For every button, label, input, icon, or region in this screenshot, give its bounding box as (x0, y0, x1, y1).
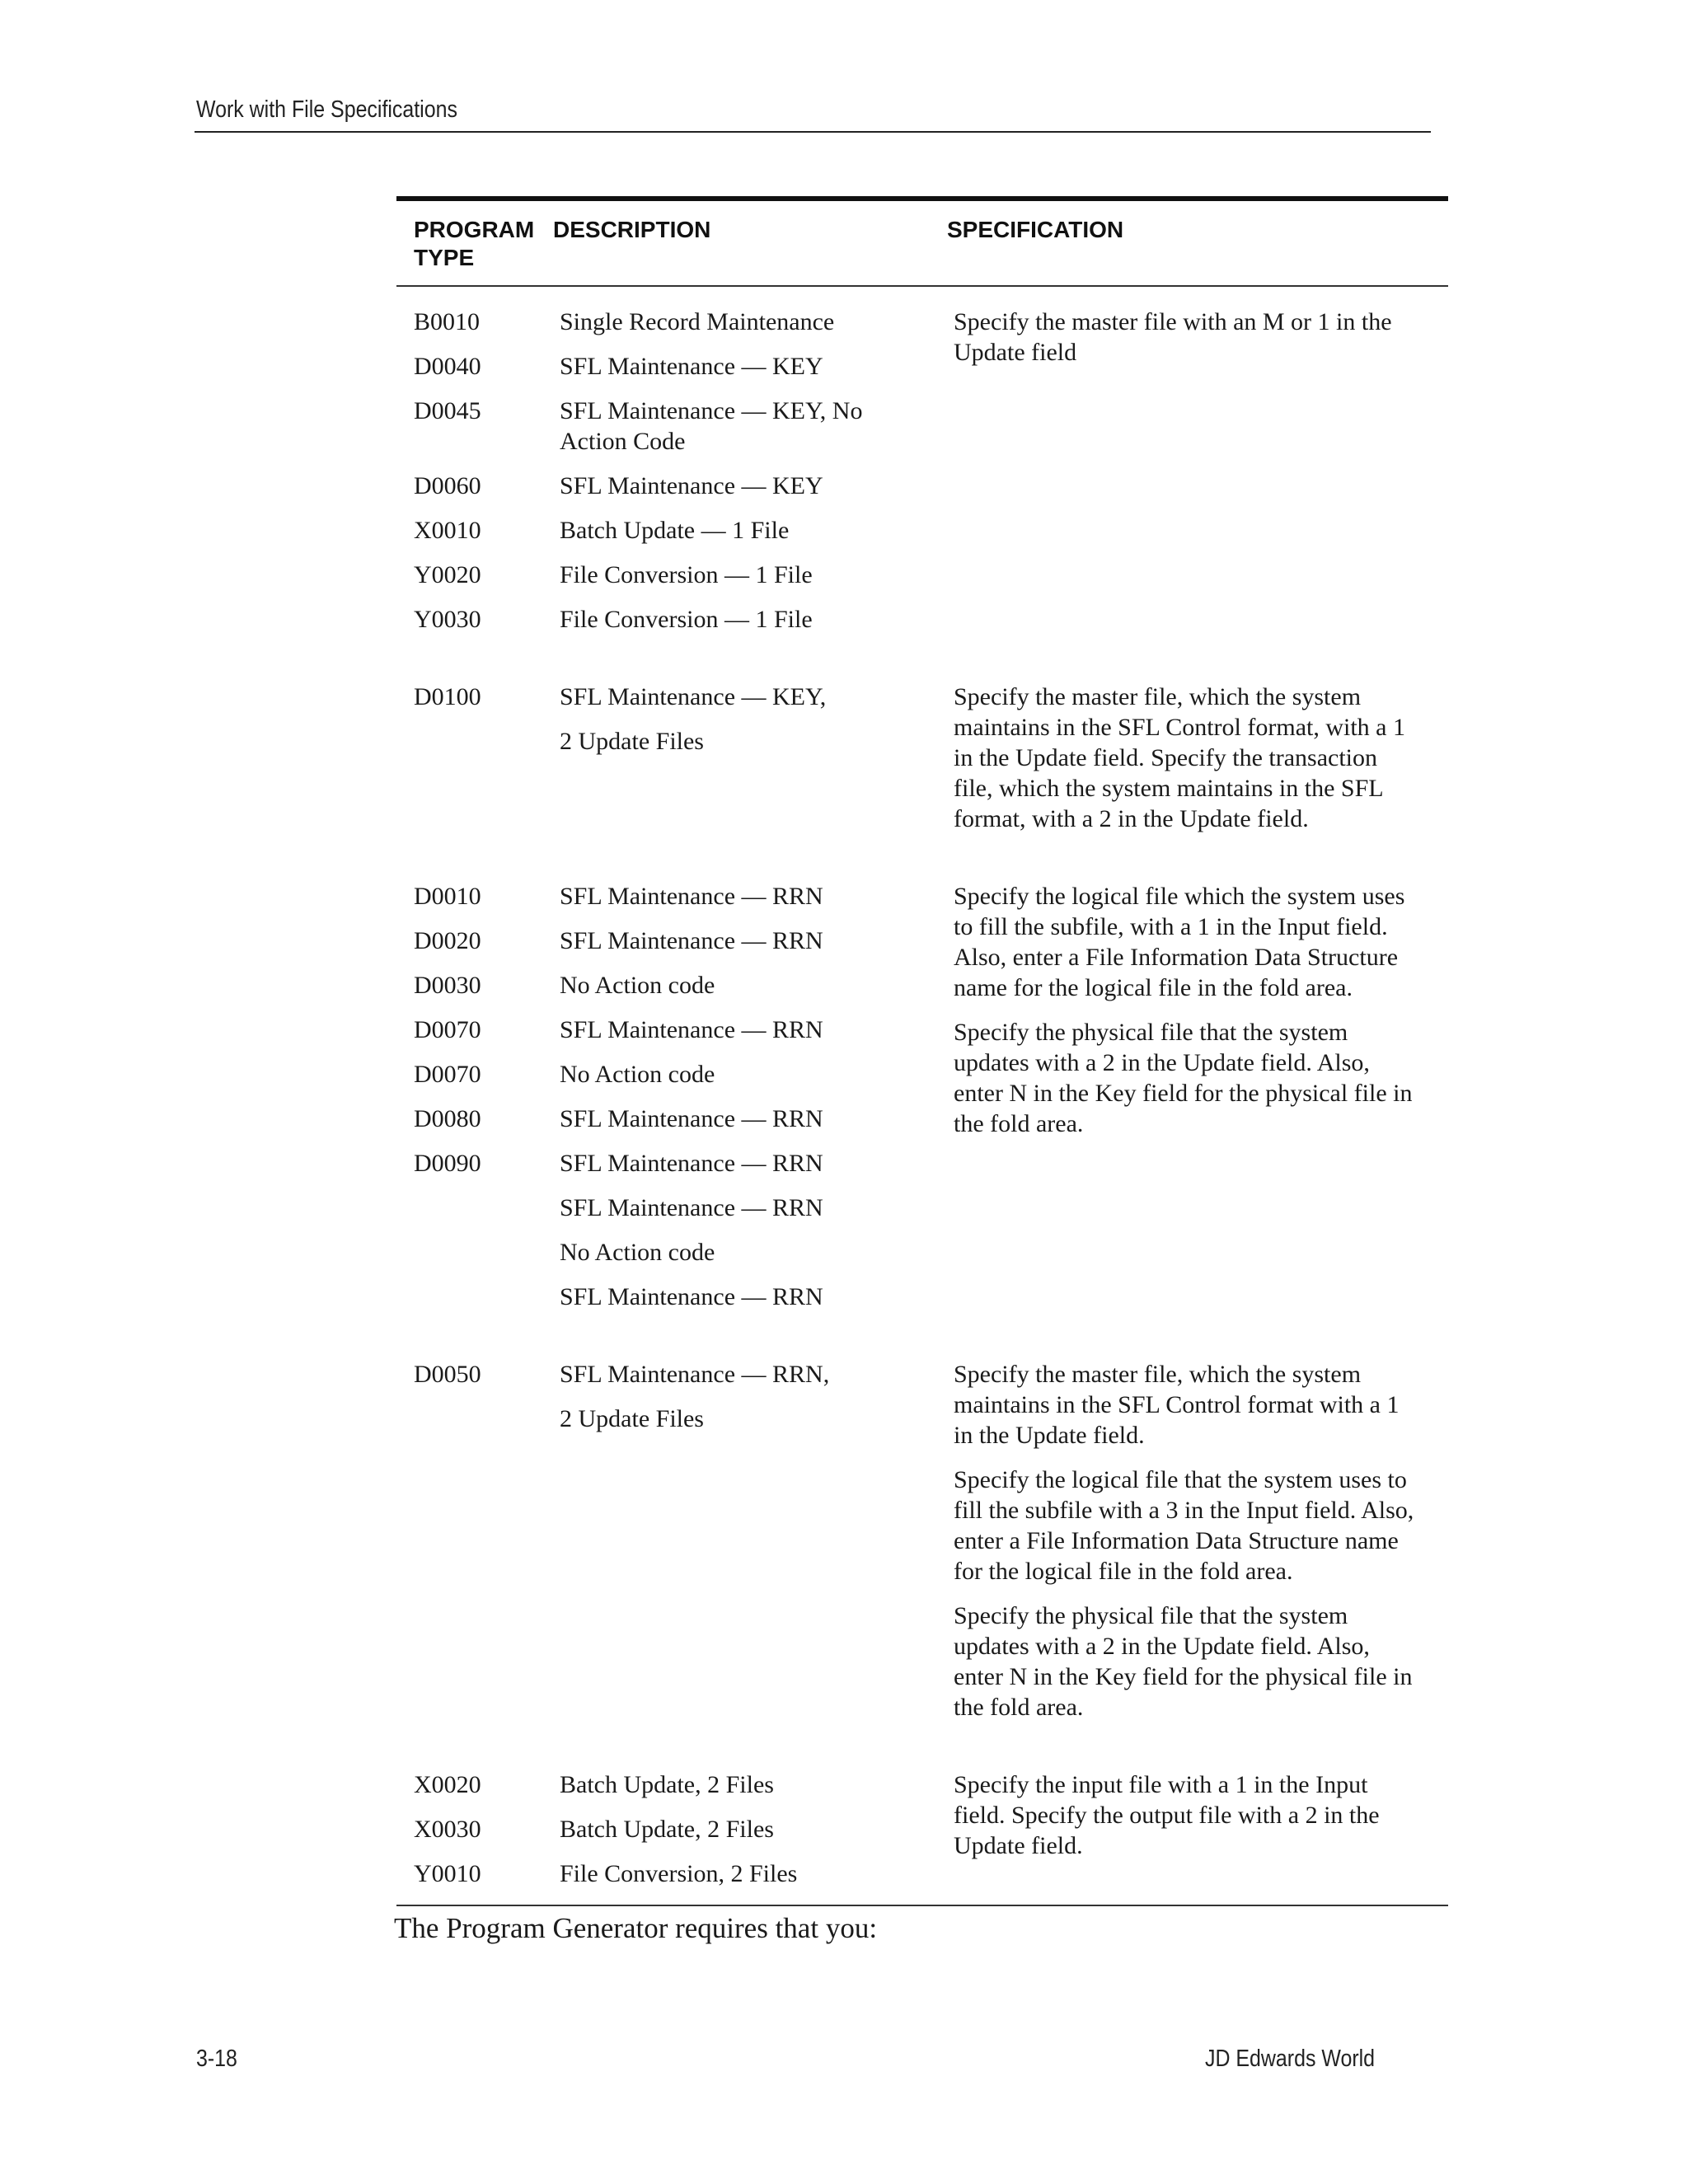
description: No Action code (560, 972, 715, 999)
program-type: X0020 (414, 1771, 481, 1798)
program-type-list (414, 1359, 577, 1736)
table-row-group (396, 662, 1448, 861)
specification-text: Specify the master file, which the system maintains in the SFL Control format with a 1 in the Update field. (954, 1361, 1400, 1449)
running-header-title: Work with File Specifications (196, 96, 457, 123)
table-row-group (396, 287, 1448, 662)
program-type: Y0020 (414, 561, 481, 588)
description: SFL Maintenance — RRN (560, 1105, 823, 1132)
description: SFL Maintenance — KEY (560, 472, 823, 499)
program-type: X0030 (414, 1816, 481, 1843)
program-type: D0040 (414, 353, 481, 380)
description: SFL Maintenance — RRN, (560, 1361, 830, 1388)
specification-text: Specify the physical file that the system updates with a 2 in the Update field. Also, enter N in the Key field for the physical file in the fold area. (954, 1019, 1413, 1137)
program-type: Y0010 (414, 1860, 481, 1887)
program-type-list (414, 1769, 577, 1903)
description: SFL Maintenance — RRN (560, 1194, 823, 1221)
program-type: D0070 (414, 1061, 481, 1088)
specification-text: Specify the master file, which the system maintains in the SFL Control format, with a 1 in the Update field. Specify the transaction file, which the system maintains in the SFL format, with a 2 in the Update field. (954, 683, 1405, 832)
program-type: D0080 (414, 1105, 481, 1132)
specification-text: Specify the physical file that the system updates with a 2 in the Update field. Also, enter N in the Key field for the physical file in the fold area. (954, 1602, 1413, 1721)
specification-list (954, 307, 1415, 649)
footer-product-name: JD Edwards World (1205, 2046, 1376, 2072)
description-list (560, 682, 954, 848)
program-type: D0070 (414, 1016, 481, 1043)
program-type: D0045 (414, 397, 481, 424)
table-row-group (396, 861, 1448, 1339)
description: No Action code (560, 1239, 715, 1266)
description-list (560, 1769, 954, 1903)
specification-list (954, 1769, 1415, 1903)
program-type: D0020 (414, 927, 481, 954)
description: SFL Maintenance — RRN (560, 883, 823, 910)
description: SFL Maintenance — KEY, (560, 683, 827, 710)
specification-list (954, 1359, 1415, 1736)
description: Batch Update, 2 Files (560, 1771, 774, 1798)
program-type-list (414, 682, 577, 848)
table-bottom-rule (396, 1905, 1448, 1906)
specification-list (954, 881, 1415, 1326)
header-rule (195, 131, 1431, 133)
description: File Conversion, 2 Files (560, 1860, 798, 1887)
description: SFL Maintenance — KEY (560, 353, 823, 380)
description: SFL Maintenance — RRN (560, 1283, 823, 1310)
description: File Conversion — 1 File (560, 561, 813, 588)
description: SFL Maintenance — RRN (560, 927, 823, 954)
description: Single Record Maintenance (560, 308, 835, 335)
description: No Action code (560, 1061, 715, 1088)
description: Batch Update, 2 Files (560, 1816, 774, 1843)
specification-text: Specify the master file with an M or 1 in the Update field (954, 308, 1392, 366)
program-type: D0050 (414, 1361, 481, 1388)
program-type: D0090 (414, 1150, 481, 1177)
program-type: D0030 (414, 972, 481, 999)
specification-list (954, 682, 1415, 848)
description: SFL Maintenance — KEY, No Action Code (560, 397, 863, 455)
program-type-list (414, 307, 577, 649)
column-header-program-type: PROGRAM TYPE (414, 217, 535, 270)
column-header-description: DESCRIPTION (553, 217, 711, 242)
program-type: D0100 (414, 683, 481, 710)
description-list (560, 881, 954, 1326)
table-row-group (396, 1750, 1448, 1905)
description: 2 Update Files (560, 1405, 704, 1432)
description: Batch Update — 1 File (560, 517, 790, 544)
description-list (560, 307, 954, 649)
program-type: D0010 (414, 883, 481, 910)
description: SFL Maintenance — RRN (560, 1016, 823, 1043)
program-type-list (414, 881, 577, 1326)
description: SFL Maintenance — RRN (560, 1150, 823, 1177)
specification-text: Specify the input file with a 1 in the Input field. Specify the output file with a 2 in the Update field. (954, 1771, 1380, 1859)
table-row-group (396, 1339, 1448, 1750)
description: File Conversion — 1 File (560, 606, 813, 633)
body-paragraph: The Program Generator requires that you: (394, 1912, 878, 1944)
program-type: X0010 (414, 517, 481, 544)
column-header-specification: SPECIFICATION (947, 217, 1124, 242)
program-type: D0060 (414, 472, 481, 499)
program-type-table (396, 196, 1448, 1906)
program-type: B0010 (414, 308, 481, 335)
table-header-row (396, 201, 1448, 285)
specification-text: Specify the logical file which the system uses to fill the subfile, with a 1 in the Input field. Also, enter a File Information Data Structure name for the logical file in the fold area. (954, 883, 1405, 1001)
specification-text: Specify the logical file that the system uses to fill the subfile with a 3 in the Input field. Also, enter a File Information Data Structure name for the logical file in the fold area. (954, 1466, 1414, 1585)
page-number: 3-18 (196, 2046, 237, 2072)
description-list (560, 1359, 954, 1736)
description: 2 Update Files (560, 728, 704, 755)
program-type: Y0030 (414, 606, 481, 633)
